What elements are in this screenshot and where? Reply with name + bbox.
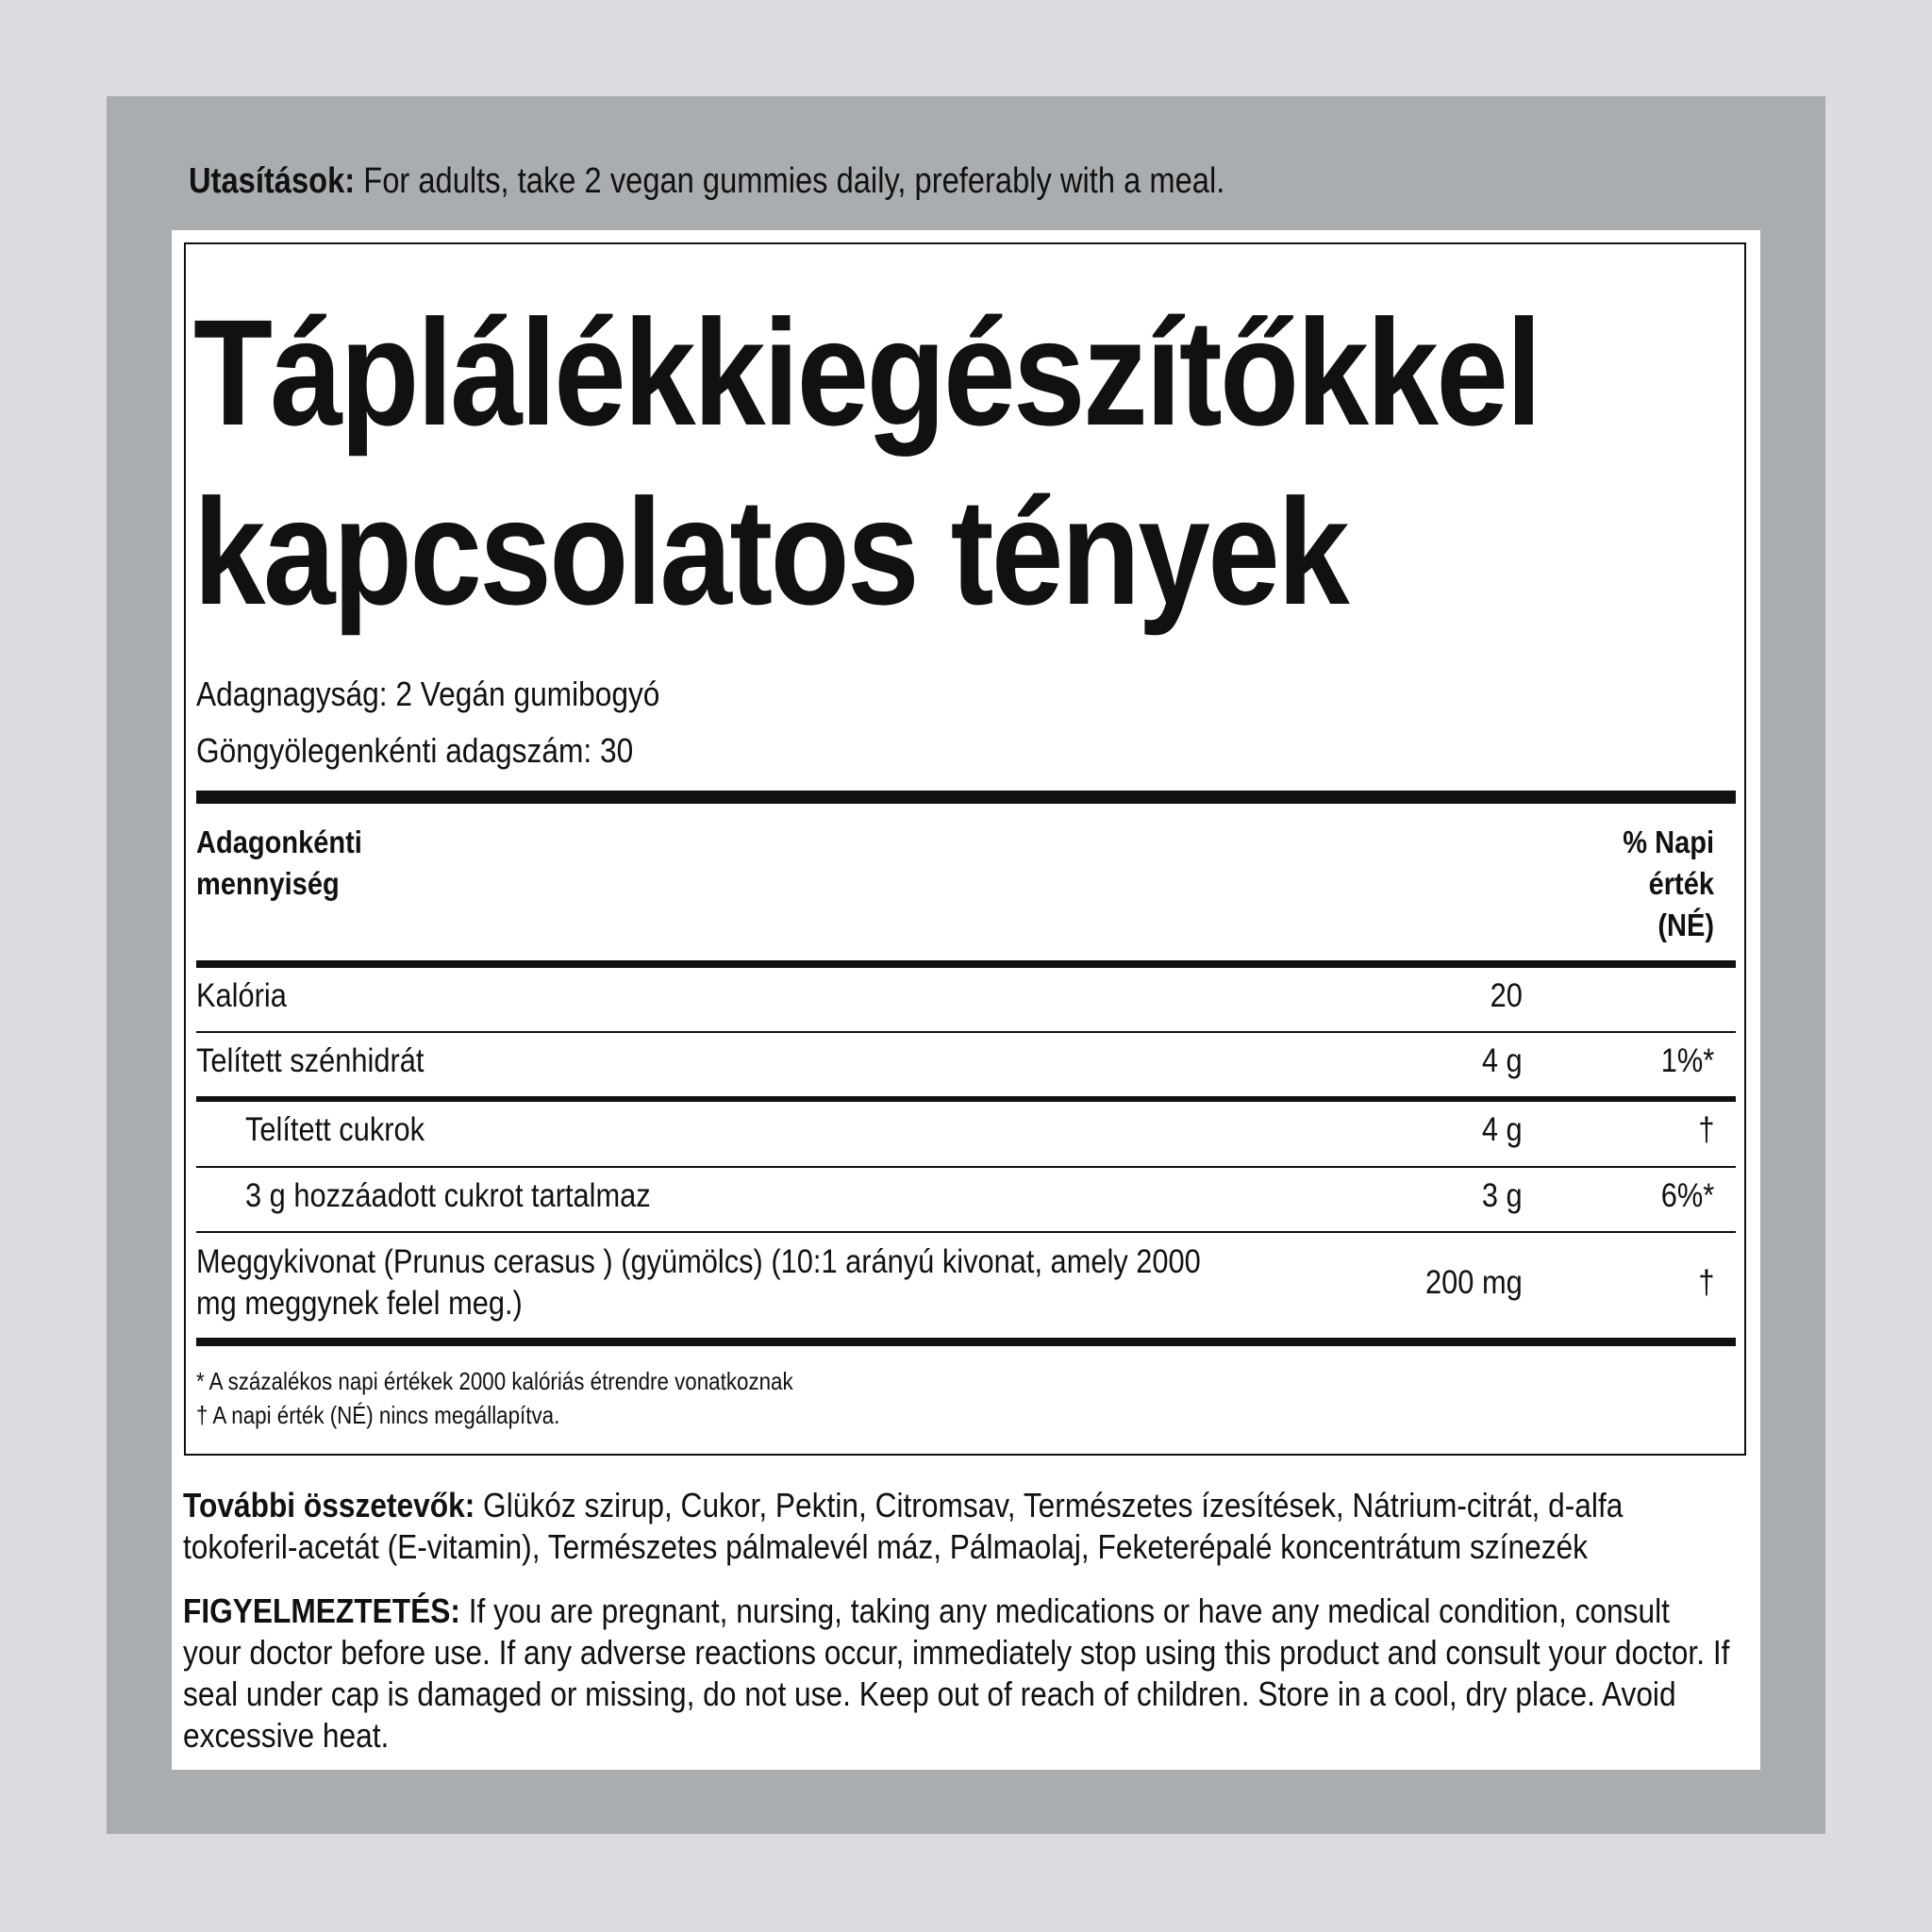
dv-header-line3: (NÉ) [1657, 908, 1714, 942]
other-ingredients [183, 1485, 1736, 1568]
serving-size: Adagnagyság: 2 Vegán gumibogyó [196, 675, 660, 713]
nutrient-amount: 3 g [1482, 1177, 1523, 1214]
facts-title-line1: Táplálékkiegészítőkkel [193, 288, 1541, 457]
nutrient-amount: 4 g [1482, 1111, 1523, 1148]
nutrient-name: Telített szénhidrát [196, 1042, 425, 1079]
row-divider [196, 1096, 1736, 1102]
nutrient-daily-value: 1%* [1660, 1042, 1714, 1079]
dv-header-line1: % Napi [1623, 824, 1714, 859]
facts-title [193, 283, 1541, 641]
nutrient-daily-value: † [1697, 1264, 1714, 1301]
other-ingredients-text: Glükóz szirup, Cukor, Pektin, Citromsav, Természetes ízesítések, Nátrium-citrát, d-alfa tokoferil-acetát (E-vitamin), Természetes pálmalevél máz, Pálmaolaj, Feketerépalé koncentrátum színezék [183, 1486, 1624, 1566]
amount-header-line1: Adagonkénti [196, 824, 362, 859]
nutrient-name-line1: Meggykivonat (Prunus cerasus ) (gyümölcs) (10:1 arányú kivonat, amely 2000 [196, 1243, 1201, 1280]
nutrient-amount: 200 mg [1425, 1264, 1523, 1301]
servings-per-container: Göngyölegenkénti adagszám: 30 [196, 731, 634, 770]
nutrient-amount: 20 [1490, 977, 1523, 1014]
medium-divider [196, 960, 1736, 968]
row-divider [196, 1031, 1736, 1033]
footnote-daily-values: * A százalékos napi értékek 2000 kalóriás étrendre vonatkoznak [196, 1367, 793, 1395]
other-ingredients-label: További összetevők: [183, 1486, 475, 1524]
medium-divider [196, 1338, 1736, 1346]
nutrient-name: Telített cukrok [245, 1111, 425, 1148]
daily-value-header [1623, 822, 1714, 946]
nutrient-amount: 4 g [1482, 1042, 1523, 1079]
directions-label: Utasítások: [189, 161, 356, 201]
footnote-not-established: † A napi érték (NÉ) nincs megállapítva. [196, 1401, 560, 1429]
directions-text: For adults, take 2 vegan gummies daily, preferably with a meal. [355, 161, 1225, 201]
dv-header-line2: érték [1648, 866, 1714, 901]
thick-divider [196, 791, 1736, 804]
nutrient-name: 3 g hozzáadott cukrot tartalmaz [245, 1177, 651, 1214]
warning-label: FIGYELMEZTETÉS: [183, 1591, 460, 1630]
warning-text: If you are pregnant, nursing, taking any medications or have any medical condition, consult your doctor before use. If any adverse reactions occur, immediately stop using this product and consult your doctor. If seal under cap is damaged or missing, do not use. Keep out of reach of children. Store in a cool, dry place. Avoid excessive heat. [183, 1591, 1730, 1755]
directions [189, 157, 1224, 206]
nutrient-daily-value: † [1697, 1111, 1714, 1148]
amount-header-line2: mennyiség [196, 866, 340, 901]
facts-title-line2: kapcsolatos tények [193, 467, 1348, 636]
nutrient-name-line2: mg meggynek felel meg.) [196, 1285, 523, 1322]
nutrient-name [196, 1241, 1201, 1324]
amount-per-serving-header [196, 822, 362, 905]
row-divider [196, 1231, 1736, 1233]
nutrient-daily-value: 6%* [1660, 1177, 1714, 1214]
row-divider [196, 1166, 1736, 1168]
warning [183, 1591, 1736, 1757]
nutrient-name: Kalória [196, 977, 287, 1014]
